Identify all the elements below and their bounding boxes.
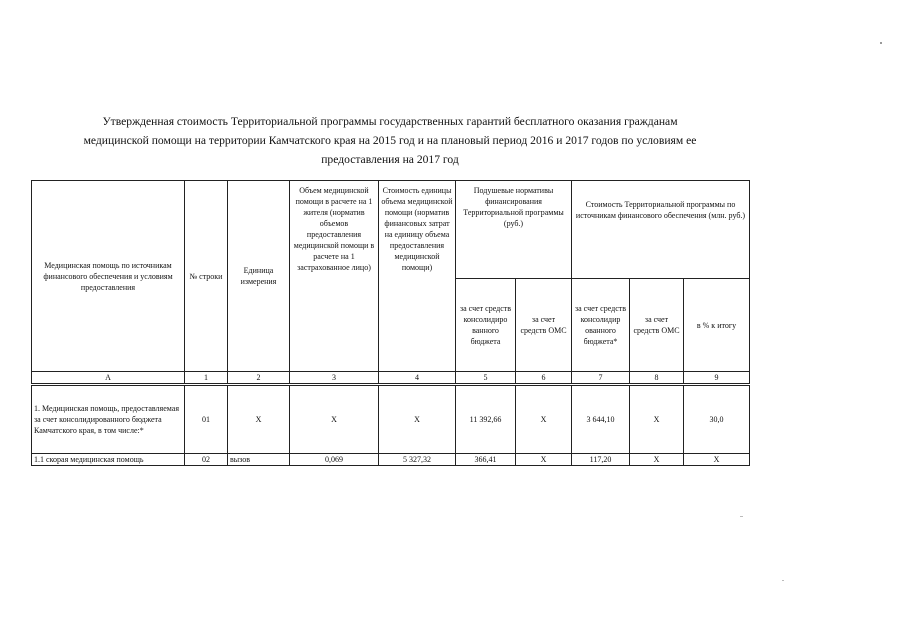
- scan-speck: [880, 42, 882, 44]
- row-volume: 0,069: [290, 454, 379, 466]
- index-cell: 6: [516, 372, 572, 385]
- index-cell: 9: [684, 372, 750, 385]
- index-cell: 8: [630, 372, 684, 385]
- row-per-capita-oms: X: [516, 454, 572, 466]
- index-cell: 4: [379, 372, 456, 385]
- row-percent: 30,0: [684, 385, 750, 454]
- index-cell: 2: [228, 372, 290, 385]
- header-group-program-cost: Стоимость Территориальной программы по источникам финансового обеспечения (млн. руб.): [572, 181, 750, 279]
- row-unit-cost: X: [379, 385, 456, 454]
- header-col-3: Объем медицинской помощи в расчете на 1 жителя (норматив объемов предоставления медицинской помощи в расчете на 1 застрахованное лицо): [290, 181, 379, 372]
- header-group-per-capita: Подушевые нормативы финансирования Территориальной программы (руб.): [456, 181, 572, 279]
- row-per-capita-budget: 366,41: [456, 454, 516, 466]
- row-unit: вызов: [228, 454, 290, 466]
- row-total-budget: 3 644,10: [572, 385, 630, 454]
- header-col-a: Медицинская помощь по источникам финансового обеспечения и условиям предоставления: [32, 181, 185, 372]
- header-col-5: за счет средств консолидиро ванного бюджета: [456, 279, 516, 372]
- header-col-6: за счет средств ОМС: [516, 279, 572, 372]
- scan-speck: [740, 516, 743, 517]
- scan-speck: [782, 580, 784, 581]
- index-cell: 7: [572, 372, 630, 385]
- row-per-capita-oms: X: [516, 385, 572, 454]
- title-line: медицинской помощи на территории Камчатского края на 2015 год и на плановый период 2016 и 2017 годов по условиям ее: [83, 134, 697, 147]
- title-line: предоставления на 2017 год: [321, 153, 459, 166]
- row-percent: X: [684, 454, 750, 466]
- index-cell: 1: [185, 372, 228, 385]
- title-line: Утвержденная стоимость Территориальной программы государственных гарантий бесплатного оказания гражданам: [102, 115, 678, 128]
- row-total-oms: X: [630, 454, 684, 466]
- header-col-8: за счет средств ОМС: [630, 279, 684, 372]
- row-line-number: 01: [185, 385, 228, 454]
- row-line-number: 02: [185, 454, 228, 466]
- row-unit: X: [228, 385, 290, 454]
- header-col-1: № строки: [185, 181, 228, 372]
- row-total-oms: X: [630, 385, 684, 454]
- index-cell: 5: [456, 372, 516, 385]
- index-cell: 3: [290, 372, 379, 385]
- row-name: 1.1 скорая медицинская помощь: [32, 454, 185, 466]
- header-col-2: Единица измерения: [228, 181, 290, 372]
- document-title: [30, 112, 750, 169]
- row-name: 1. Медицинская помощь, предоставляемая за счет консолидированного бюджета Камчатского края, в том числе:*: [32, 385, 185, 454]
- header-col-9: в % к итогу: [684, 279, 750, 372]
- row-per-capita-budget: 11 392,66: [456, 385, 516, 454]
- header-col-7: за счет средств консолидир ованного бюджета*: [572, 279, 630, 372]
- row-total-budget: 117,20: [572, 454, 630, 466]
- index-cell: А: [32, 372, 185, 385]
- header-row: [32, 181, 750, 279]
- header-col-4: Стоимость единицы объема медицинской помощи (норматив финансовых затрат на единицу объема предоставления медицинской помощи): [379, 181, 456, 372]
- row-volume: X: [290, 385, 379, 454]
- table-row: [32, 454, 750, 466]
- row-unit-cost: 5 327,32: [379, 454, 456, 466]
- table-row: [32, 385, 750, 454]
- cost-table: [31, 180, 750, 466]
- index-row: [32, 372, 750, 385]
